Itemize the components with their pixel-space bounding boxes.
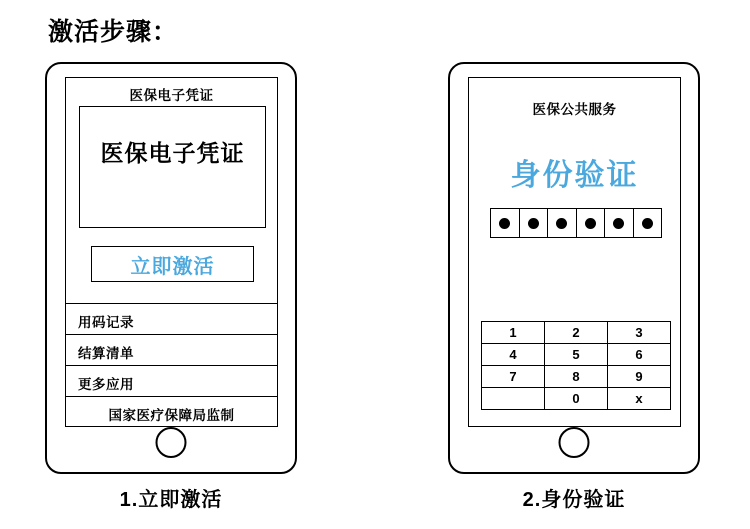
activate-now-button-label: 立即激活 (130, 255, 215, 278)
keypad-row (482, 344, 671, 366)
menu-divider (66, 303, 277, 304)
credential-card-label: 医保电子凭证 (100, 140, 245, 166)
pin-dot (499, 218, 510, 229)
phone-mockup-step-1 (45, 62, 297, 474)
pin-cell[interactable] (520, 209, 549, 237)
keypad-row (482, 366, 671, 388)
menu-divider (66, 396, 277, 397)
identity-verification-heading: 身份验证 (510, 159, 639, 192)
caption-step-2: 2.身份验证 (522, 489, 626, 511)
footer-supervision-note: 国家医疗保障局监制 (108, 408, 235, 423)
pin-dot (642, 218, 653, 229)
pin-dot (613, 218, 624, 229)
menu-item-code-records[interactable]: 用码记录 (78, 315, 134, 330)
pin-input[interactable] (490, 208, 662, 238)
keypad-row (482, 322, 671, 344)
key-1[interactable]: 1 (482, 322, 545, 344)
pin-cell[interactable] (605, 209, 634, 237)
key-3[interactable]: 3 (608, 322, 671, 344)
phone-mockup-step-2 (448, 62, 700, 474)
key-4[interactable]: 4 (482, 344, 545, 366)
menu-divider (66, 334, 277, 335)
key-blank (482, 388, 545, 410)
caption-step-1: 1.立即激活 (119, 489, 223, 511)
phone-screen-step-1 (65, 77, 278, 427)
key-8[interactable]: 8 (545, 366, 608, 388)
key-5[interactable]: 5 (545, 344, 608, 366)
app-title-step-2: 医保公共服务 (532, 102, 617, 117)
credential-card (79, 106, 266, 228)
menu-item-settlement-list[interactable]: 结算清单 (78, 346, 134, 361)
pin-cell[interactable] (634, 209, 662, 237)
pin-cell[interactable] (548, 209, 577, 237)
pin-dot (528, 218, 539, 229)
phone-screen-step-2 (468, 77, 681, 427)
app-title-step-1: 医保电子凭证 (129, 88, 214, 103)
home-button[interactable] (559, 427, 590, 458)
pin-cell[interactable] (491, 209, 520, 237)
keypad-row (482, 388, 671, 410)
menu-item-more-apps[interactable]: 更多应用 (78, 377, 134, 392)
page-title: 激活步骤： (48, 18, 179, 46)
key-6[interactable]: 6 (608, 344, 671, 366)
home-button[interactable] (156, 427, 187, 458)
menu-divider (66, 365, 277, 366)
key-delete[interactable]: x (608, 388, 671, 410)
pin-dot (556, 218, 567, 229)
key-0[interactable]: 0 (545, 388, 608, 410)
key-2[interactable]: 2 (545, 322, 608, 344)
pin-dot (585, 218, 596, 229)
key-9[interactable]: 9 (608, 366, 671, 388)
key-7[interactable]: 7 (482, 366, 545, 388)
pin-cell[interactable] (577, 209, 606, 237)
activate-now-button[interactable] (91, 246, 254, 282)
numeric-keypad[interactable] (481, 321, 671, 410)
